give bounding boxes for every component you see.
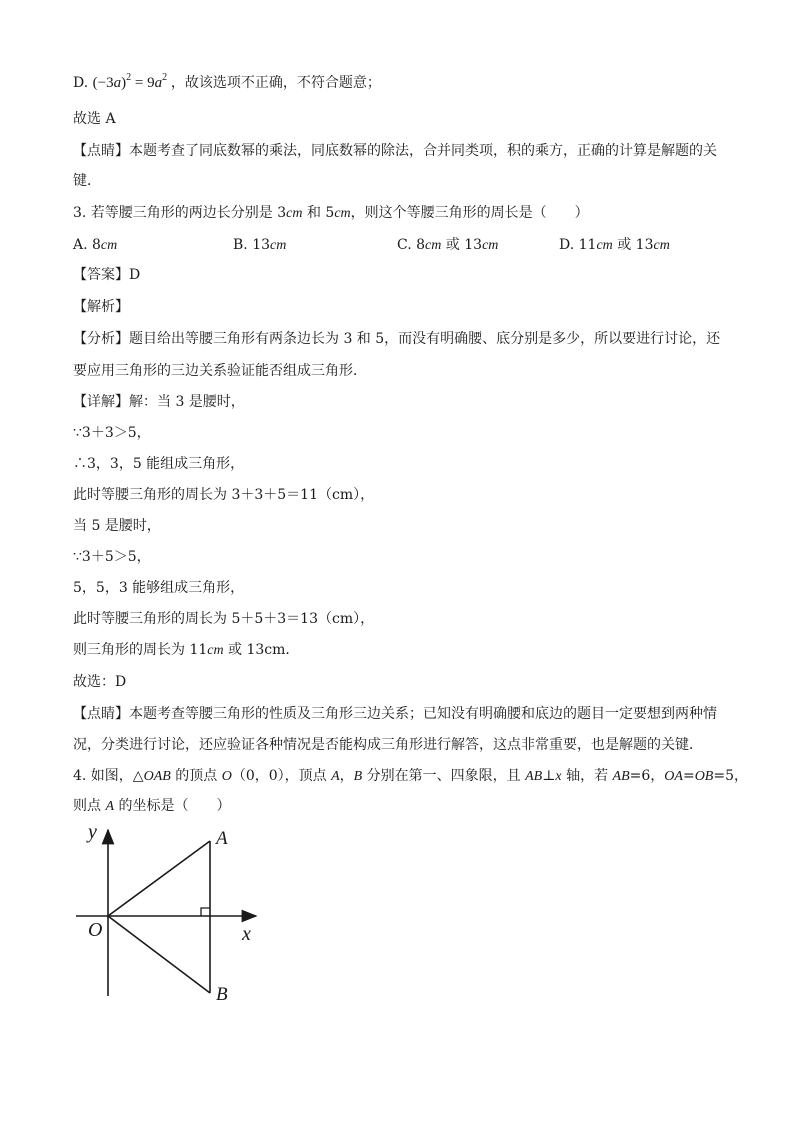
question-3-stem: 3. 若等腰三角形的两边长分别是 3cm 和 5cm，则这个等腰三角形的周长是（ ） bbox=[73, 205, 589, 221]
q3-choose: 故选：D bbox=[73, 674, 127, 690]
q3-option-c: C. 8cm 或 13cm bbox=[397, 237, 499, 253]
segment-oa bbox=[108, 841, 210, 916]
label-x: x bbox=[242, 923, 251, 945]
q3-conclusion: 则三角形的周长为 11cm 或 13cm． bbox=[73, 642, 300, 658]
q3-because-2: ∵3＋5＞5， bbox=[73, 549, 151, 565]
dianjing-1-line-1: 【点睛】本题考查了同底数幂的乘法，同底数幂的除法，合并同类项，积的乘方，正确的计算是解题的关 bbox=[73, 143, 717, 159]
dianjing-1-line-2: 键． bbox=[73, 173, 101, 189]
option-d-label: D. bbox=[73, 75, 89, 91]
q3-fenxi-line-1: 【分析】题目给出等腰三角形有两条边长为 3 和 5，而没有明确腰、底分别是多少，所以要进行讨论，还 bbox=[73, 331, 721, 347]
q3-option-b: B. 13cm bbox=[233, 237, 287, 253]
q3-because-1: ∵3＋3＞5， bbox=[73, 425, 151, 441]
option-d-text bbox=[73, 74, 381, 92]
q3-option-a: A. 8cm bbox=[73, 237, 118, 253]
q3-perimeter-2: 此时等腰三角形的周长为 5＋5＋3＝13（cm）， bbox=[73, 611, 375, 627]
choose-a-line: 故选 A bbox=[73, 111, 116, 127]
question-4-stem-line-2: 则点 A 的坐标是（ ） bbox=[73, 798, 231, 814]
q3-fenxi-line-2: 要应用三角形的三边关系验证能否组成三角形． bbox=[73, 363, 367, 379]
q3-therefore-2: 5，5，3 能够组成三角形， bbox=[73, 580, 245, 596]
q3-dianjing-line-1: 【点睛】本题考查等腰三角形的性质及三角形三边关系；已知没有明确腰和底边的题目一定要想到两种情 bbox=[73, 706, 717, 722]
option-d-explanation: ，故该选项不正确，不符合题意； bbox=[170, 75, 381, 91]
right-angle-mark bbox=[201, 908, 210, 916]
q3-therefore-1: ∴3，3，5 能组成三角形， bbox=[73, 456, 245, 472]
label-a: A bbox=[216, 828, 228, 849]
q3-option-d: D. 11cm 或 13cm bbox=[559, 237, 670, 253]
q3-answer: 【答案】D bbox=[73, 267, 141, 283]
q3-detail-intro: 【详解】解：当 3 是腰时， bbox=[73, 394, 245, 410]
label-y: y bbox=[88, 821, 97, 843]
q3-case-2: 当 5 是腰时， bbox=[73, 518, 161, 534]
option-d-math: $(-3a)^2 = 9a^2$ bbox=[92, 72, 168, 91]
q3-dianjing-line-2: 况，分类进行讨论，还应验证各种情况是否能构成三角形进行解答，这点非常重要，也是解题的关键． bbox=[73, 737, 703, 753]
question-4-stem-line-1: 4. 如图，△OAB 的顶点 O（0，0），顶点 A，B 分别在第一、四象限，且 AB⊥x 轴，若 AB=6，OA=OB=5， bbox=[73, 768, 748, 784]
q3-perimeter-1: 此时等腰三角形的周长为 3＋3＋5＝11（cm）， bbox=[73, 487, 375, 503]
label-b: B bbox=[216, 984, 228, 1005]
label-o: O bbox=[88, 919, 103, 941]
triangle-figure bbox=[70, 818, 270, 1008]
segment-ob bbox=[108, 916, 210, 993]
q3-jiexi-heading: 【解析】 bbox=[73, 299, 129, 315]
